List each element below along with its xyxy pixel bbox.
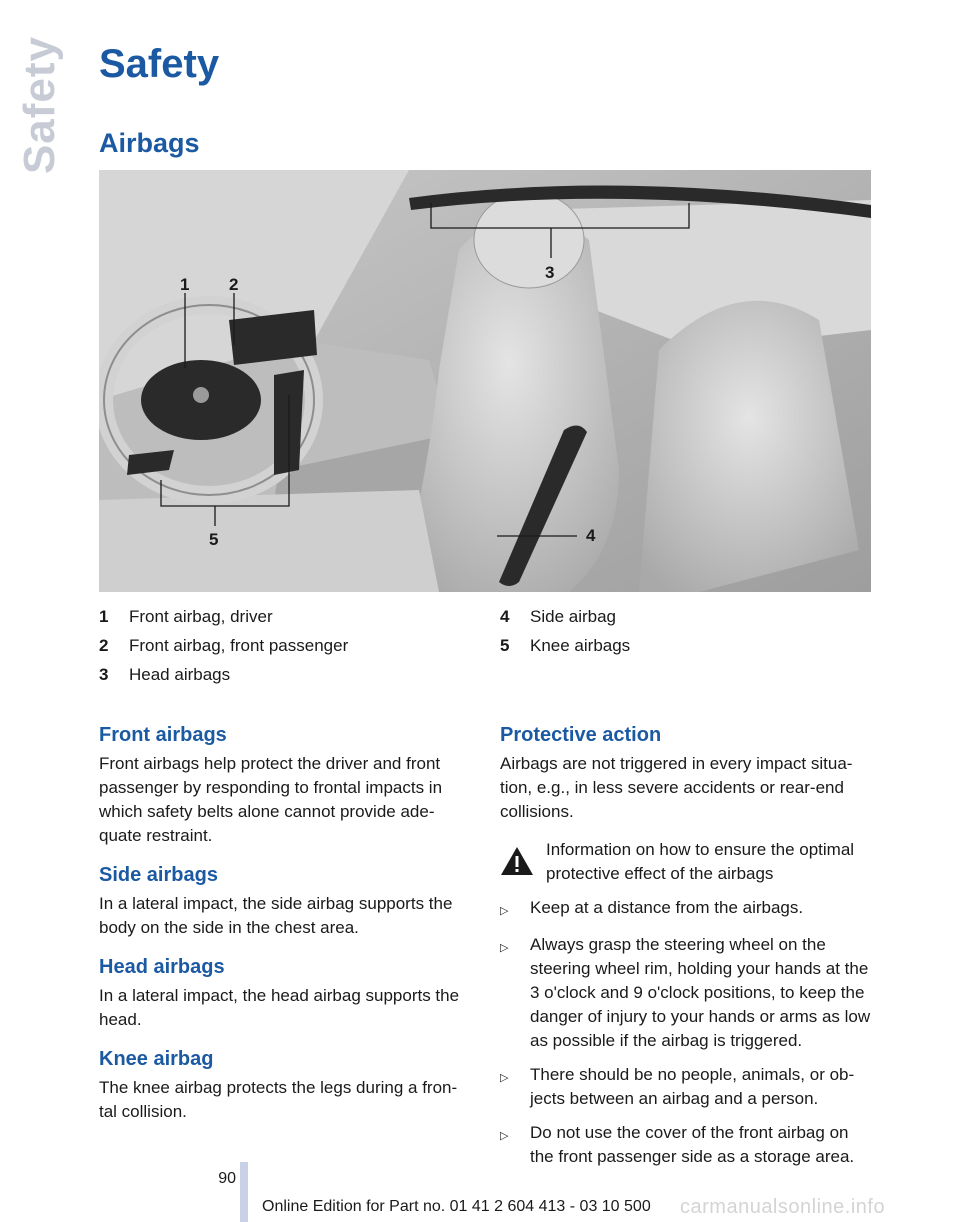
- right-column: [500, 722, 872, 1179]
- legend-label: Side airbag: [530, 607, 617, 626]
- legend-number: 4: [500, 607, 510, 626]
- bullet-text: There should be no people, animals, or ob-jects between an airbag and a person.: [530, 1065, 855, 1108]
- head-airbags-text: In a lateral impact, the head airbag supports the head.: [99, 986, 460, 1029]
- legend-label: Front airbag, driver: [129, 607, 273, 626]
- page-title: Safety: [99, 42, 220, 86]
- side-airbags-text: In a lateral impact, the side airbag supports the body on the side in the chest area.: [99, 894, 453, 937]
- legend-left: [99, 602, 479, 689]
- left-column: [99, 722, 471, 1138]
- legend-item: [99, 602, 479, 631]
- legend-label: Front airbag, front passenger: [129, 636, 349, 655]
- side-tab: [14, 35, 66, 175]
- bullet-text: Do not use the cover of the front airbag on the front passenger side as a storage area.: [530, 1123, 855, 1166]
- protective-action-heading: Protective action: [500, 724, 662, 746]
- callout-4: 4: [586, 526, 596, 545]
- warning-box: [500, 838, 872, 886]
- page-number: 90: [218, 1170, 236, 1187]
- legend-number: 5: [500, 636, 510, 655]
- legend-item: [99, 660, 479, 689]
- legend-label: Knee airbags: [530, 636, 631, 655]
- protective-action-intro: Airbags are not triggered in every impact situa-tion, e.g., in less severe accidents or rear-end collisions.: [500, 754, 853, 821]
- footer-bar: [240, 1162, 248, 1222]
- warning-text: Information on how to ensure the optimal protective effect of the airbags: [546, 840, 855, 883]
- bullet-triangle-icon: ▷: [500, 1072, 509, 1084]
- callout-1: 1: [180, 275, 190, 294]
- bullet-item: [500, 933, 872, 1053]
- footer-edition-text: Online Edition for Part no. 01 41 2 604 413 - 03 10 500: [262, 1198, 651, 1215]
- section-title: Airbags: [99, 128, 200, 158]
- legend-number: 1: [99, 607, 109, 626]
- front-airbags-text: Front airbags help protect the driver and front passenger by responding to frontal impacts in which safety belts alone cannot provide ade-quate restraint.: [99, 754, 443, 845]
- front-airbags-heading: Front airbags: [99, 724, 227, 746]
- legend-label: Head airbags: [129, 665, 231, 684]
- legend-right: [500, 602, 870, 660]
- bullet-item: [500, 896, 872, 923]
- bullet-triangle-icon: ▷: [500, 905, 509, 917]
- callout-3: 3: [545, 263, 555, 282]
- knee-airbag-heading: Knee airbag: [99, 1048, 214, 1070]
- bullet-item: [500, 1063, 872, 1111]
- callout-5: 5: [209, 530, 219, 549]
- head-airbags-heading: Head airbags: [99, 956, 225, 978]
- watermark: carmanualsonline.info: [680, 1196, 886, 1218]
- legend-number: 2: [99, 636, 109, 655]
- callout-2: 2: [229, 275, 239, 294]
- bullet-triangle-icon: ▷: [500, 942, 509, 954]
- legend-item: [99, 631, 479, 660]
- bullet-triangle-icon: ▷: [500, 1130, 509, 1142]
- side-airbags-heading: Side airbags: [99, 864, 218, 886]
- legend-item: [500, 631, 870, 660]
- airbag-illustration: [99, 170, 871, 592]
- bullet-text: Keep at a distance from the airbags.: [530, 898, 804, 917]
- bullet-text: Always grasp the steering wheel on the steering wheel rim, holding your hands at the 3 o'clock and 9 o'clock positions, to keep the danger of injury to your hands or arms as low as possible if the airbag is triggered.: [530, 935, 871, 1050]
- bullet-item: [500, 1121, 872, 1169]
- legend-item: [500, 602, 870, 631]
- side-tab-label: Safety: [15, 35, 65, 175]
- knee-airbag-text: The knee airbag protects the legs during a fron-tal collision.: [99, 1078, 458, 1121]
- warning-triangle-icon: [500, 838, 546, 886]
- legend-number: 3: [99, 665, 109, 684]
